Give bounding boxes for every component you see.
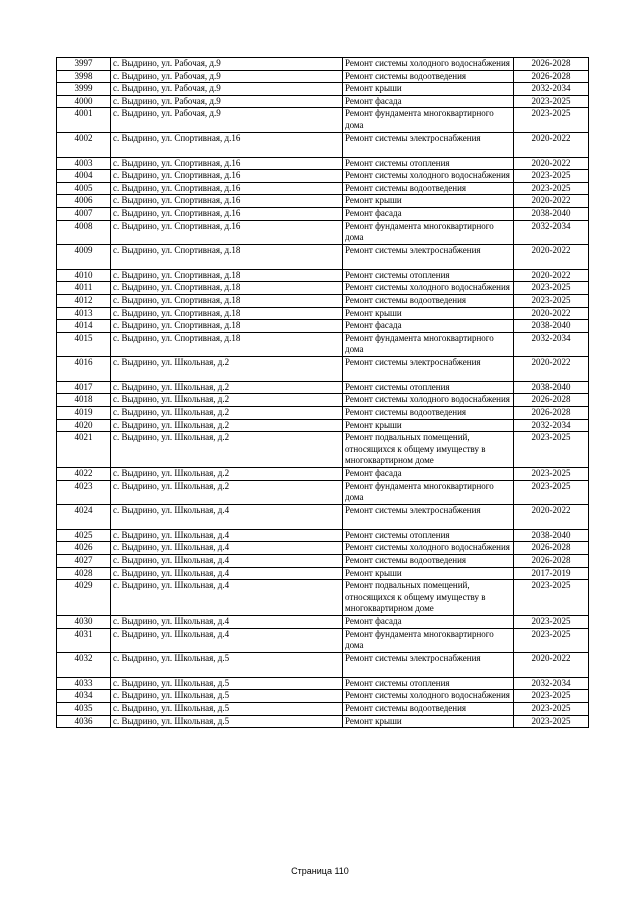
row-number: 4012	[57, 294, 111, 307]
table-row	[57, 182, 589, 195]
row-address: с. Выдрино, ул. Школьная, д.5	[111, 652, 343, 677]
row-number: 4003	[57, 157, 111, 170]
table-row	[57, 70, 589, 83]
row-period: 2038-2040	[514, 207, 589, 220]
row-address: с. Выдрино, ул. Школьная, д.4	[111, 542, 343, 555]
row-number: 3999	[57, 83, 111, 96]
table-row	[57, 332, 589, 356]
row-address: с. Выдрино, ул. Спортивная, д.18	[111, 269, 343, 282]
row-number: 4034	[57, 690, 111, 703]
row-number: 4032	[57, 652, 111, 677]
table-row	[57, 83, 589, 96]
table-row	[57, 394, 589, 407]
row-work-type: Ремонт системы электроснабжения	[343, 504, 514, 529]
row-address: с. Выдрино, ул. Школьная, д.2	[111, 356, 343, 381]
table-row	[57, 294, 589, 307]
row-period: 2017-2019	[514, 567, 589, 580]
row-work-type: Ремонт системы электроснабжения	[343, 356, 514, 381]
row-number: 4035	[57, 702, 111, 715]
row-number: 4014	[57, 320, 111, 333]
row-work-type: Ремонт системы холодного водоснабжения	[343, 170, 514, 183]
row-address: с. Выдрино, ул. Школьная, д.4	[111, 615, 343, 628]
row-number: 4000	[57, 95, 111, 108]
row-number: 4002	[57, 132, 111, 157]
table-row	[57, 715, 589, 728]
row-work-type: Ремонт фасада	[343, 615, 514, 628]
row-address: с. Выдрино, ул. Школьная, д.5	[111, 690, 343, 703]
row-work-type: Ремонт фасада	[343, 207, 514, 220]
row-work-type: Ремонт системы отопления	[343, 677, 514, 690]
row-work-type: Ремонт крыши	[343, 715, 514, 728]
row-period: 2032-2034	[514, 220, 589, 244]
row-address: с. Выдрино, ул. Школьная, д.2	[111, 381, 343, 394]
row-number: 4020	[57, 419, 111, 432]
row-period: 2023-2025	[514, 182, 589, 195]
table-body	[57, 58, 589, 728]
table-row	[57, 207, 589, 220]
row-number: 4036	[57, 715, 111, 728]
table-row	[57, 652, 589, 677]
row-address: с. Выдрино, ул. Спортивная, д.16	[111, 132, 343, 157]
row-period: 2023-2025	[514, 615, 589, 628]
row-period: 2023-2025	[514, 702, 589, 715]
table-row	[57, 320, 589, 333]
row-work-type: Ремонт системы водоотведения	[343, 70, 514, 83]
table-row	[57, 244, 589, 269]
row-work-type: Ремонт крыши	[343, 83, 514, 96]
row-address: с. Выдрино, ул. Школьная, д.2	[111, 394, 343, 407]
row-work-type: Ремонт системы водоотведения	[343, 702, 514, 715]
row-work-type: Ремонт системы холодного водоснабжения	[343, 58, 514, 71]
row-number: 4022	[57, 468, 111, 481]
row-period: 2023-2025	[514, 580, 589, 616]
row-address: с. Выдрино, ул. Спортивная, д.16	[111, 207, 343, 220]
row-address: с. Выдрино, ул. Спортивная, д.16	[111, 195, 343, 208]
row-work-type: Ремонт крыши	[343, 419, 514, 432]
row-period: 2020-2022	[514, 269, 589, 282]
row-number: 4007	[57, 207, 111, 220]
table-row	[57, 132, 589, 157]
table-row	[57, 555, 589, 568]
row-period: 2020-2022	[514, 195, 589, 208]
row-address: с. Выдрино, ул. Школьная, д.4	[111, 555, 343, 568]
table-row	[57, 170, 589, 183]
row-number: 4008	[57, 220, 111, 244]
row-work-type: Ремонт системы отопления	[343, 529, 514, 542]
row-address: с. Выдрино, ул. Спортивная, д.18	[111, 282, 343, 295]
row-address: с. Выдрино, ул. Школьная, д.2	[111, 468, 343, 481]
row-period: 2032-2034	[514, 677, 589, 690]
table-row	[57, 157, 589, 170]
table-row	[57, 220, 589, 244]
row-period: 2023-2025	[514, 480, 589, 504]
row-period: 2023-2025	[514, 170, 589, 183]
table-row	[57, 504, 589, 529]
row-work-type: Ремонт фасада	[343, 468, 514, 481]
row-period: 2032-2034	[514, 419, 589, 432]
row-address: с. Выдрино, ул. Спортивная, д.18	[111, 320, 343, 333]
row-number: 4031	[57, 628, 111, 652]
row-number: 4029	[57, 580, 111, 616]
row-period: 2023-2025	[514, 432, 589, 468]
row-period: 2023-2025	[514, 282, 589, 295]
row-address: с. Выдрино, ул. Школьная, д.4	[111, 504, 343, 529]
row-work-type: Ремонт системы холодного водоснабжения	[343, 690, 514, 703]
table-row	[57, 381, 589, 394]
row-work-type: Ремонт крыши	[343, 567, 514, 580]
table-row	[57, 95, 589, 108]
row-address: с. Выдрино, ул. Спортивная, д.16	[111, 157, 343, 170]
row-period: 2026-2028	[514, 58, 589, 71]
row-address: с. Выдрино, ул. Школьная, д.5	[111, 677, 343, 690]
row-period: 2020-2022	[514, 356, 589, 381]
row-number: 4013	[57, 307, 111, 320]
row-work-type: Ремонт подвальных помещений, относящихся к общему имуществу в многоквартирном доме	[343, 580, 514, 616]
table-row	[57, 542, 589, 555]
row-work-type: Ремонт фундамента многоквартирного дома	[343, 628, 514, 652]
row-work-type: Ремонт системы электроснабжения	[343, 132, 514, 157]
row-work-type: Ремонт фундамента многоквартирного дома	[343, 332, 514, 356]
row-work-type: Ремонт фундамента многоквартирного дома	[343, 220, 514, 244]
row-number: 4010	[57, 269, 111, 282]
page-number: Страница 110	[291, 866, 349, 876]
row-address: с. Выдрино, ул. Рабочая, д.9	[111, 95, 343, 108]
row-work-type: Ремонт фасада	[343, 320, 514, 333]
row-work-type: Ремонт фундамента многоквартирного дома	[343, 108, 514, 132]
row-number: 4011	[57, 282, 111, 295]
row-period: 2038-2040	[514, 381, 589, 394]
table-row	[57, 432, 589, 468]
table-row	[57, 580, 589, 616]
row-period: 2020-2022	[514, 652, 589, 677]
row-address: с. Выдрино, ул. Школьная, д.4	[111, 628, 343, 652]
table-row	[57, 282, 589, 295]
table-row	[57, 567, 589, 580]
row-period: 2023-2025	[514, 108, 589, 132]
row-work-type: Ремонт системы электроснабжения	[343, 244, 514, 269]
row-number: 4009	[57, 244, 111, 269]
row-address: с. Выдрино, ул. Школьная, д.5	[111, 715, 343, 728]
repair-schedule-table	[56, 57, 589, 728]
row-number: 4016	[57, 356, 111, 381]
row-number: 4006	[57, 195, 111, 208]
table-row	[57, 58, 589, 71]
row-number: 4021	[57, 432, 111, 468]
row-work-type: Ремонт системы водоотведения	[343, 407, 514, 420]
row-number: 4019	[57, 407, 111, 420]
row-address: с. Выдрино, ул. Спортивная, д.16	[111, 220, 343, 244]
row-period: 2020-2022	[514, 157, 589, 170]
row-number: 4030	[57, 615, 111, 628]
row-period: 2026-2028	[514, 542, 589, 555]
row-address: с. Выдрино, ул. Рабочая, д.9	[111, 58, 343, 71]
row-work-type: Ремонт системы холодного водоснабжения	[343, 542, 514, 555]
row-number: 4023	[57, 480, 111, 504]
row-address: с. Выдрино, ул. Школьная, д.2	[111, 407, 343, 420]
row-period: 2038-2040	[514, 320, 589, 333]
row-number: 4028	[57, 567, 111, 580]
row-period: 2023-2025	[514, 690, 589, 703]
row-period: 2023-2025	[514, 715, 589, 728]
row-period: 2023-2025	[514, 468, 589, 481]
row-address: с. Выдрино, ул. Рабочая, д.9	[111, 83, 343, 96]
row-address: с. Выдрино, ул. Школьная, д.2	[111, 480, 343, 504]
row-address: с. Выдрино, ул. Рабочая, д.9	[111, 70, 343, 83]
row-address: с. Выдрино, ул. Спортивная, д.16	[111, 182, 343, 195]
row-period: 2026-2028	[514, 70, 589, 83]
table-row	[57, 419, 589, 432]
table-row	[57, 356, 589, 381]
row-work-type: Ремонт системы водоотведения	[343, 294, 514, 307]
row-address: с. Выдрино, ул. Школьная, д.4	[111, 529, 343, 542]
row-number: 4015	[57, 332, 111, 356]
row-work-type: Ремонт системы холодного водоснабжения	[343, 282, 514, 295]
row-number: 4018	[57, 394, 111, 407]
row-address: с. Выдрино, ул. Спортивная, д.18	[111, 244, 343, 269]
row-address: с. Выдрино, ул. Рабочая, д.9	[111, 108, 343, 132]
row-period: 2026-2028	[514, 555, 589, 568]
row-address: с. Выдрино, ул. Спортивная, д.18	[111, 307, 343, 320]
row-number: 4025	[57, 529, 111, 542]
row-address: с. Выдрино, ул. Школьная, д.4	[111, 580, 343, 616]
row-address: с. Выдрино, ул. Спортивная, д.16	[111, 170, 343, 183]
table-row	[57, 407, 589, 420]
row-work-type: Ремонт системы отопления	[343, 157, 514, 170]
row-work-type: Ремонт подвальных помещений, относящихся к общему имуществу в многоквартирном доме	[343, 432, 514, 468]
row-period: 2032-2034	[514, 332, 589, 356]
row-address: с. Выдрино, ул. Спортивная, д.18	[111, 332, 343, 356]
row-work-type: Ремонт фундамента многоквартирного дома	[343, 480, 514, 504]
table-row	[57, 468, 589, 481]
row-number: 4024	[57, 504, 111, 529]
row-work-type: Ремонт системы водоотведения	[343, 555, 514, 568]
row-address: с. Выдрино, ул. Школьная, д.5	[111, 702, 343, 715]
row-period: 2023-2025	[514, 628, 589, 652]
table-row	[57, 529, 589, 542]
row-work-type: Ремонт крыши	[343, 195, 514, 208]
row-work-type: Ремонт крыши	[343, 307, 514, 320]
row-work-type: Ремонт фасада	[343, 95, 514, 108]
table-row	[57, 269, 589, 282]
row-number: 4001	[57, 108, 111, 132]
row-work-type: Ремонт системы водоотведения	[343, 182, 514, 195]
row-work-type: Ремонт системы отопления	[343, 381, 514, 394]
table-row	[57, 615, 589, 628]
row-number: 4004	[57, 170, 111, 183]
row-period: 2038-2040	[514, 529, 589, 542]
row-period: 2020-2022	[514, 307, 589, 320]
row-period: 2020-2022	[514, 244, 589, 269]
row-number: 4005	[57, 182, 111, 195]
table-row	[57, 628, 589, 652]
row-period: 2020-2022	[514, 132, 589, 157]
row-address: с. Выдрино, ул. Школьная, д.4	[111, 567, 343, 580]
row-period: 2026-2028	[514, 394, 589, 407]
row-work-type: Ремонт системы холодного водоснабжения	[343, 394, 514, 407]
row-period: 2023-2025	[514, 294, 589, 307]
row-number: 3997	[57, 58, 111, 71]
row-period: 2020-2022	[514, 504, 589, 529]
row-number: 4027	[57, 555, 111, 568]
row-period: 2023-2025	[514, 95, 589, 108]
row-address: с. Выдрино, ул. Школьная, д.2	[111, 432, 343, 468]
row-number: 4017	[57, 381, 111, 394]
table-row	[57, 480, 589, 504]
table-row	[57, 195, 589, 208]
table-row	[57, 677, 589, 690]
table-row	[57, 690, 589, 703]
table-row	[57, 307, 589, 320]
row-number: 4026	[57, 542, 111, 555]
row-work-type: Ремонт системы электроснабжения	[343, 652, 514, 677]
row-number: 3998	[57, 70, 111, 83]
row-address: с. Выдрино, ул. Спортивная, д.18	[111, 294, 343, 307]
table-row	[57, 108, 589, 132]
row-number: 4033	[57, 677, 111, 690]
row-address: с. Выдрино, ул. Школьная, д.2	[111, 419, 343, 432]
row-work-type: Ремонт системы отопления	[343, 269, 514, 282]
row-period: 2026-2028	[514, 407, 589, 420]
row-period: 2032-2034	[514, 83, 589, 96]
table-row	[57, 702, 589, 715]
